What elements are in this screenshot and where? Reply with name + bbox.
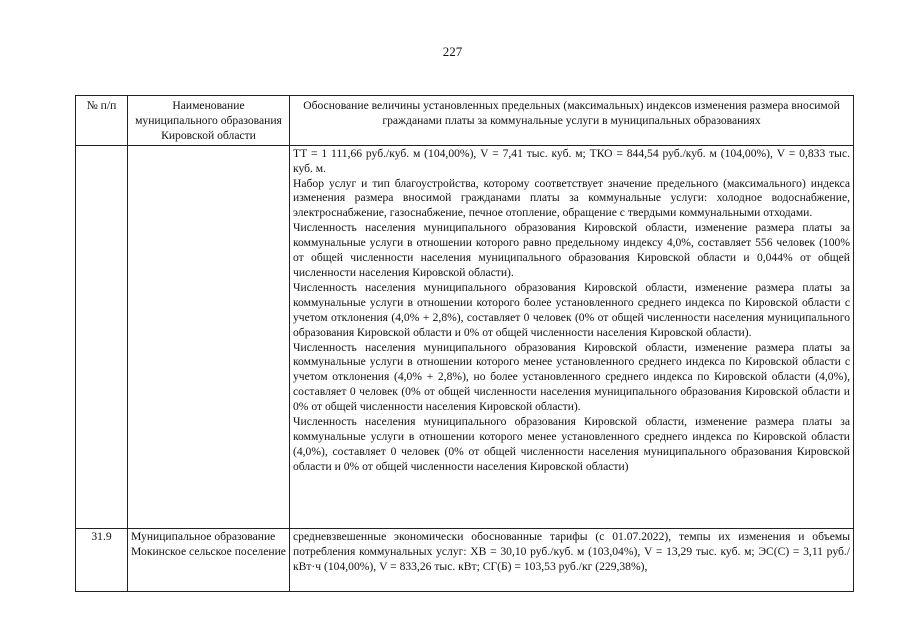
- header-rationale: Обоснование величины установленных предельных (максимальных) индексов изменения размера вносимой гражданами платы за коммунальные услуги в муниципальных образованиях: [290, 96, 854, 146]
- rationale-paragraph: ТТ = 1 111,66 руб./куб. м (104,00%), V = 7,41 тыс. куб. м; ТКО = 844,54 руб./куб. м (104,00%), V = 0,833 тыс. куб. м.: [293, 146, 850, 175]
- rationale-paragraph: Численность населения муниципального образования Кировской области, изменение размера платы за коммунальные услуги в отношении которого равно предельному индексу 4,0%, составляет 556 человек (100% от общей численности населения муниципального образования Кировской области и 0,044% от общей численности населения Кировской области).: [293, 221, 850, 279]
- row-number: [76, 145, 128, 528]
- header-number: № п/п: [76, 96, 128, 146]
- rationale-table: [75, 95, 854, 592]
- rationale-paragraph: Численность населения муниципального образования Кировской области, изменение размера платы за коммунальные услуги в отношении которого менее установленного среднего индекса по Кировской области (4,0%), составляет 0 человек (0% от общей численности населения муниципального образования Кировской области и 0% от общей численности населения Кировской области): [293, 415, 850, 473]
- row-number: 31.9: [76, 528, 128, 591]
- page-number: 227: [442, 44, 463, 59]
- rationale-paragraph: средневзвешенные экономически обоснованные тарифы (с 01.07.2022), темпы их изменения и объемы потребления коммунальных услуг: ХВ = 30,10 руб./куб. м (103,04%), V = 13,29 тыс. куб. м; ЭС(С) = 3,11 руб./кВт·ч (104,00%), V = 833,26 тыс. кВт; СГ(Б) = 103,53 руб./кг (229,38%),: [293, 529, 850, 573]
- row-rationale: [290, 145, 854, 528]
- row-municipality: Муниципальное образование Мокинское сельское поселение: [128, 528, 290, 591]
- rationale-paragraph: Набор услуг и тип благоустройства, которому соответствует значение предельного (максимального) индекса изменения размера вносимой гражданами платы за коммунальные услуги: холодное водоснабжение, электроснабжение, газоснабжение, печное отопление, обращение с твердыми коммунальными отходами.: [293, 176, 850, 220]
- header-municipality: Наименование муниципального образования Кировской области: [128, 96, 290, 146]
- table-row: [76, 145, 854, 528]
- rationale-paragraph: Численность населения муниципального образования Кировской области, изменение размера платы за коммунальные услуги в отношении которого менее установленного среднего индекса по Кировской области с учетом отклонения (4,0% + 2,8%), но более установленного среднего индекса по Кировской области (4,0%), составляет 0 человек (0% от общей численности населения муниципального образования Кировской области и 0% от общей численности населения Кировской области).: [293, 340, 850, 414]
- row-municipality: [128, 145, 290, 528]
- table-header-row: [76, 96, 854, 146]
- rationale-paragraph: Численность населения муниципального образования Кировской области, изменение размера платы за коммунальные услуги в отношении которого более установленного среднего индекса по Кировской области с учетом отклонения (4,0% + 2,8%), составляет 0 человек (0% от общей численности населения муниципального образования Кировской области и 0% от общей численности населения Кировской области).: [293, 280, 850, 339]
- table-row: [76, 528, 854, 591]
- row-rationale: [290, 528, 854, 591]
